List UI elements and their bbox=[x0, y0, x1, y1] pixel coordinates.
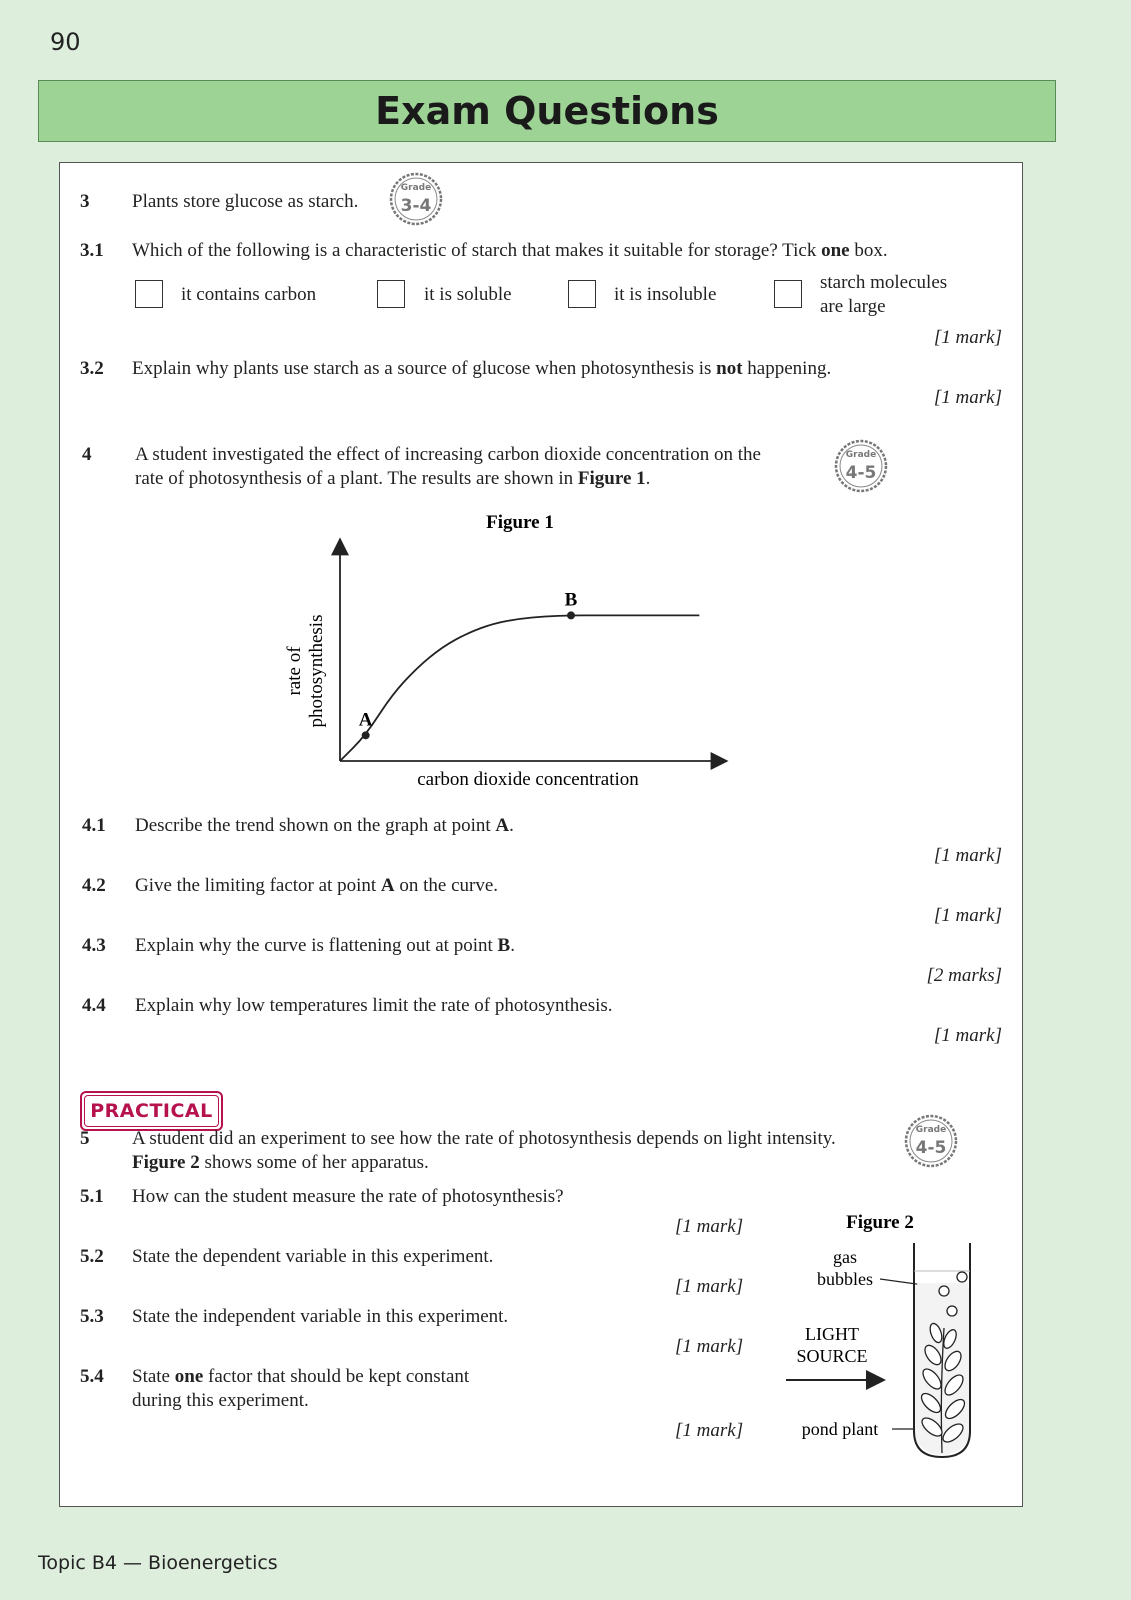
bubble bbox=[947, 1306, 957, 1316]
bubble bbox=[957, 1272, 967, 1282]
question-number: 5 bbox=[80, 1128, 90, 1149]
marks-label: [1 mark] bbox=[933, 845, 1002, 866]
series-line bbox=[340, 615, 699, 761]
marks-label: [1 mark] bbox=[933, 387, 1002, 408]
question-number: 5.2 bbox=[80, 1246, 104, 1267]
question-number: 3 bbox=[80, 191, 90, 212]
grade-badge-3-4 bbox=[388, 171, 444, 227]
checkbox-insoluble[interactable] bbox=[568, 280, 596, 308]
marks-label: [1 mark] bbox=[933, 327, 1002, 348]
checkbox-soluble[interactable] bbox=[377, 280, 405, 308]
question-text: Explain why plants use starch as a source of glucose when photosynthesis is not happening. bbox=[132, 358, 832, 379]
question-text: Figure 2 shows some of her apparatus. bbox=[132, 1152, 429, 1173]
question-text: State one factor that should be kept constant bbox=[132, 1366, 470, 1387]
grade-label: Grade bbox=[915, 1125, 947, 1135]
question-number: 4.4 bbox=[82, 995, 106, 1016]
practical-badge: PRACTICAL bbox=[80, 1091, 223, 1131]
option-label: it is insoluble bbox=[614, 284, 717, 305]
page-number: 90 bbox=[50, 28, 81, 56]
question-text: A student investigated the effect of increasing carbon dioxide concentration on the bbox=[135, 444, 761, 465]
light-label: LIGHT bbox=[805, 1324, 859, 1344]
figure-1-chart bbox=[270, 503, 750, 803]
header-bar bbox=[38, 80, 1056, 142]
marks-label: [1 mark] bbox=[675, 1336, 744, 1357]
grade-value: 4-5 bbox=[845, 463, 877, 483]
question-number: 4.1 bbox=[82, 815, 106, 836]
data-point-a bbox=[362, 731, 370, 739]
marks-label: [1 mark] bbox=[675, 1420, 744, 1441]
grade-value: 3-4 bbox=[400, 196, 432, 216]
data-point-b bbox=[567, 611, 575, 619]
marks-label: [1 mark] bbox=[675, 1276, 744, 1297]
option-label: it contains carbon bbox=[181, 284, 317, 305]
checkbox-contains-carbon[interactable] bbox=[135, 280, 163, 308]
option-label: starch molecules bbox=[820, 272, 948, 293]
question-text: Give the limiting factor at point A on the curve. bbox=[135, 875, 499, 896]
question-number: 5.4 bbox=[80, 1366, 104, 1387]
question-number: 5.1 bbox=[80, 1186, 104, 1207]
marks-label: [2 marks] bbox=[926, 965, 1002, 986]
grade-badge-4-5 bbox=[833, 438, 889, 494]
pond-plant-label: pond plant bbox=[801, 1419, 879, 1439]
question-box bbox=[59, 162, 1023, 1507]
y-axis-label-line2: photosynthesis bbox=[306, 614, 327, 728]
question-text: A student did an experiment to see how the rate of photosynthesis depends on light intensity. bbox=[132, 1128, 836, 1149]
bubbles-label: bubbles bbox=[817, 1269, 873, 1289]
marks-label: [1 mark] bbox=[933, 905, 1002, 926]
question-text: during this experiment. bbox=[132, 1390, 309, 1411]
source-label: SOURCE bbox=[796, 1346, 868, 1366]
checkbox-molecules-large[interactable] bbox=[774, 280, 802, 308]
option-label: it is soluble bbox=[424, 284, 512, 305]
point-label-b: B bbox=[564, 589, 578, 611]
question-text: Describe the trend shown on the graph at point A. bbox=[135, 815, 514, 836]
y-axis-label-line1: rate of bbox=[284, 646, 305, 696]
marks-label: [1 mark] bbox=[675, 1216, 744, 1237]
point-label-a: A bbox=[358, 709, 373, 731]
question-text: State the independent variable in this experiment. bbox=[132, 1306, 509, 1327]
question-text: How can the student measure the rate of photosynthesis? bbox=[132, 1186, 564, 1207]
marks-label: [1 mark] bbox=[933, 1025, 1002, 1046]
question-number: 4.3 bbox=[82, 935, 106, 956]
page-title: Exam Questions bbox=[375, 89, 719, 133]
question-number: 3.1 bbox=[80, 240, 104, 261]
question-text: Which of the following is a characteristic of starch that makes it suitable for storage? Tick one box. bbox=[132, 240, 888, 261]
grade-badge-4-5 bbox=[903, 1113, 959, 1169]
question-text: rate of photosynthesis of a plant. The results are shown in Figure 1. bbox=[135, 468, 651, 489]
grade-label: Grade bbox=[845, 450, 877, 460]
figure-title: Figure 1 bbox=[486, 512, 554, 533]
question-number: 4 bbox=[82, 444, 92, 465]
question-text: Explain why the curve is flattening out at point B. bbox=[135, 935, 515, 956]
question-number: 5.3 bbox=[80, 1306, 104, 1327]
grade-label: Grade bbox=[400, 183, 432, 193]
figure-2-apparatus bbox=[770, 1203, 1010, 1463]
figure-title: Figure 2 bbox=[846, 1212, 914, 1233]
gas-label: gas bbox=[833, 1247, 857, 1267]
question-text: Plants store glucose as starch. bbox=[132, 191, 359, 212]
option-label: are large bbox=[820, 296, 886, 317]
grade-value: 4-5 bbox=[915, 1138, 947, 1158]
x-axis-label: carbon dioxide concentration bbox=[417, 769, 639, 790]
page-footer: Topic B4 — Bioenergetics bbox=[38, 1552, 278, 1574]
bubble bbox=[939, 1286, 949, 1296]
question-text: Explain why low temperatures limit the rate of photosynthesis. bbox=[135, 995, 613, 1016]
question-number: 4.2 bbox=[82, 875, 106, 896]
question-text: State the dependent variable in this experiment. bbox=[132, 1246, 494, 1267]
question-number: 3.2 bbox=[80, 358, 104, 379]
